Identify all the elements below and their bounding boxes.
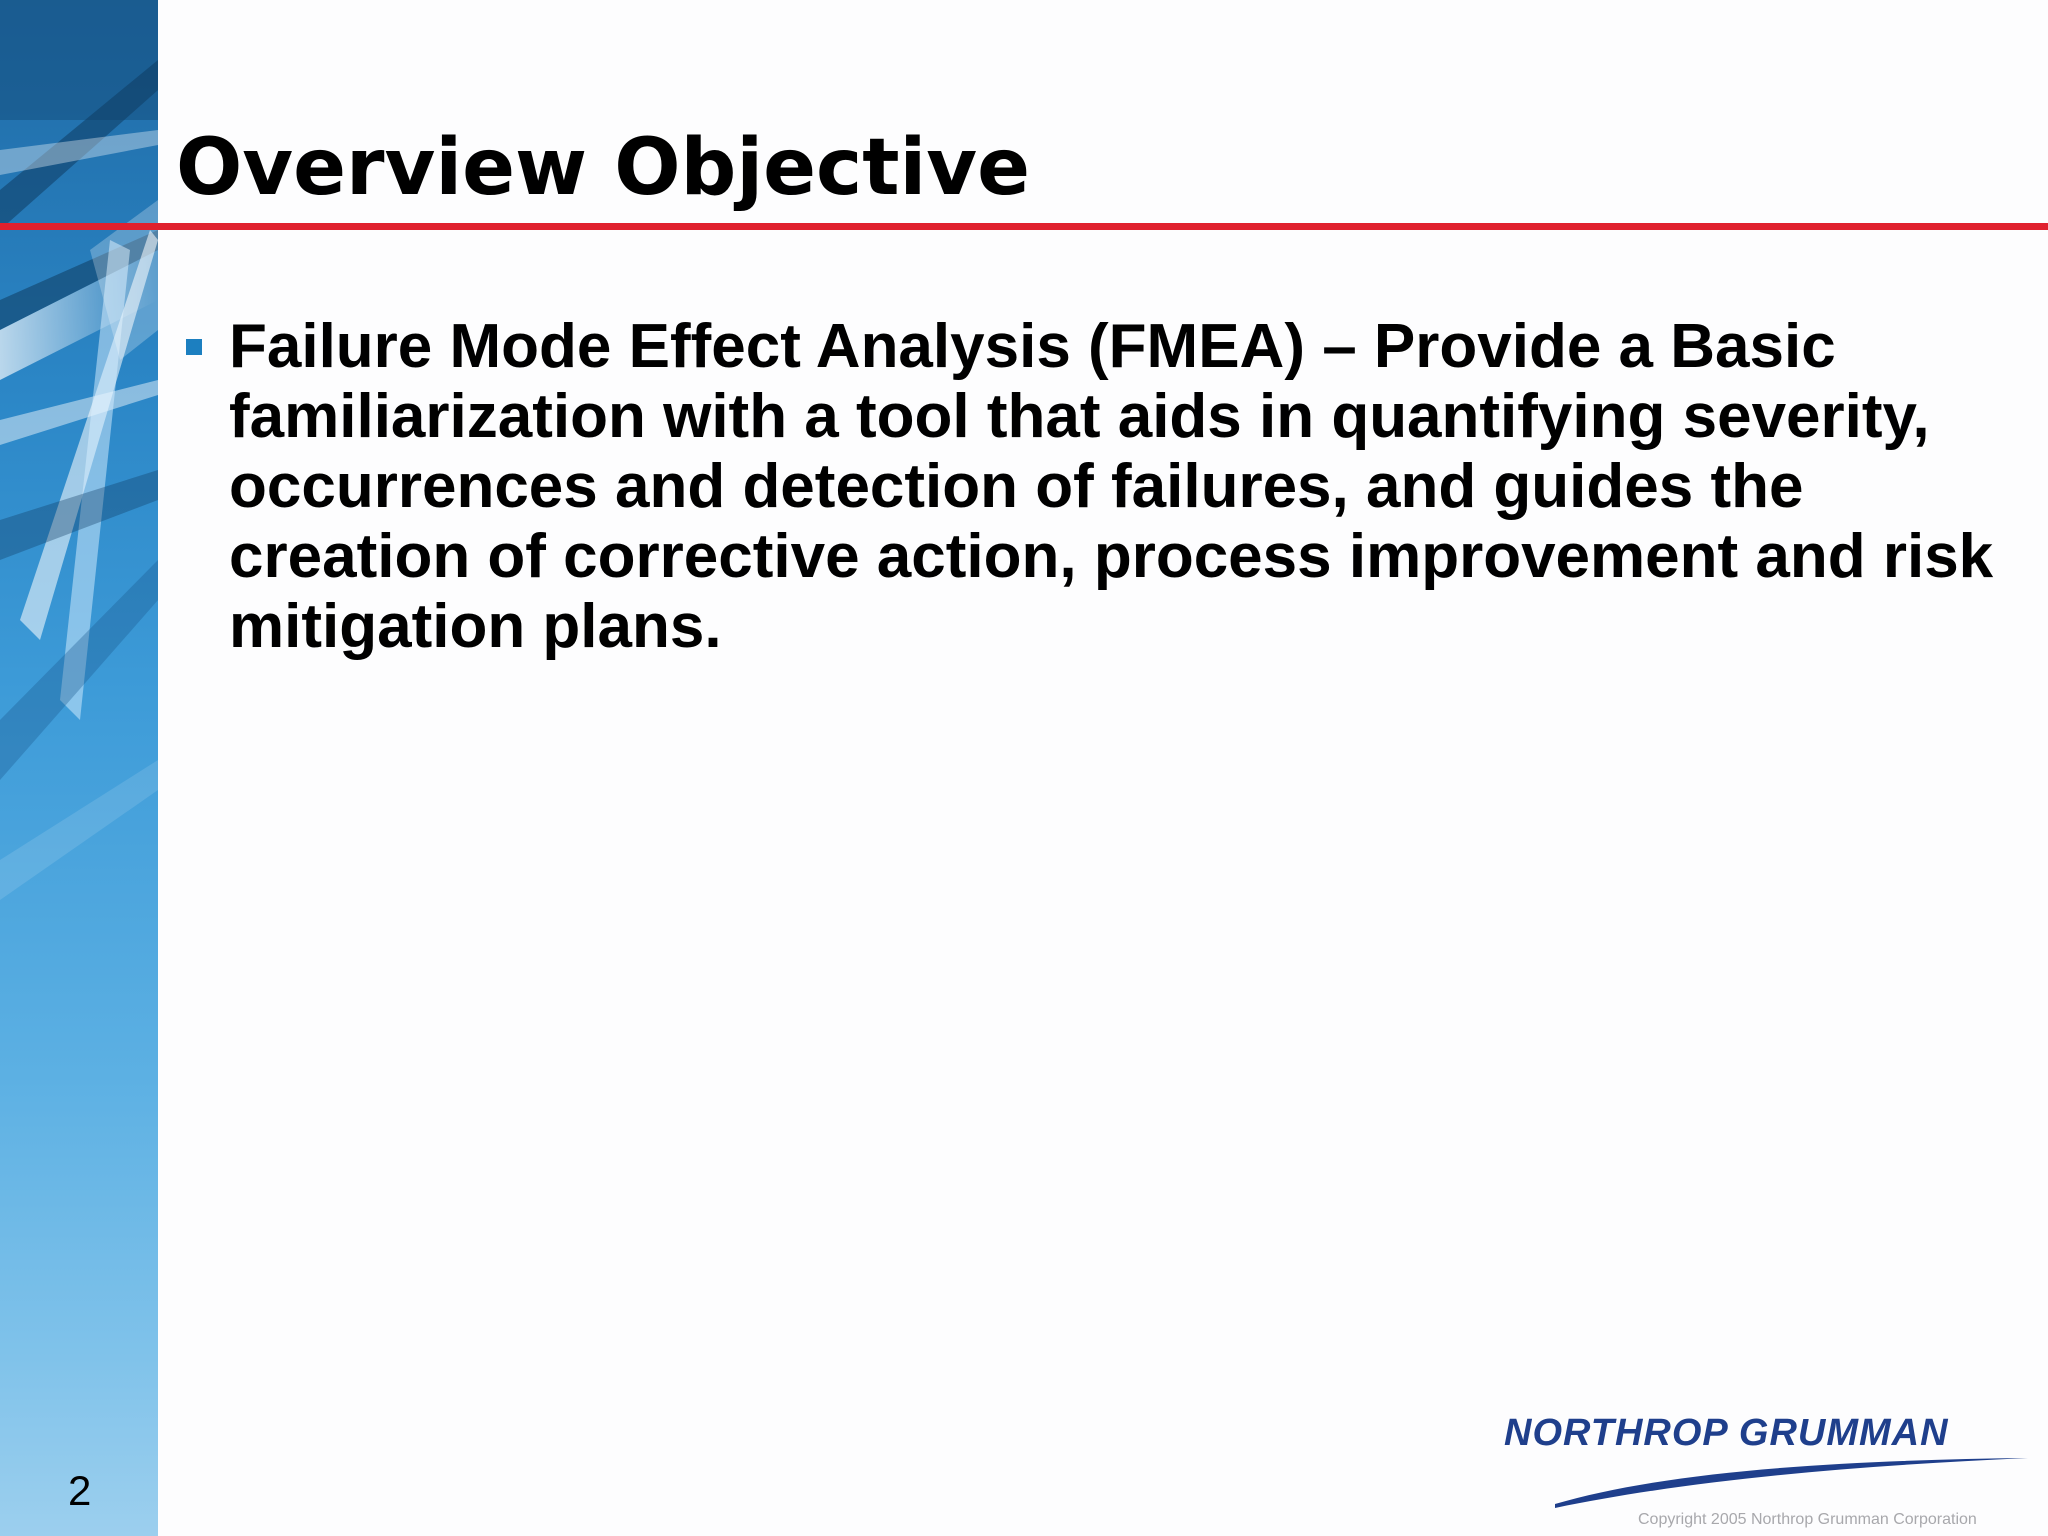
bullet-list [186,312,2016,662]
light-rays-graphic [0,0,158,1536]
bullet-item [186,312,2016,662]
decorative-side-band [0,0,158,1536]
logo-wordmark: NORTHROP GRUMMAN [1504,1412,1949,1454]
square-bullet-icon [186,339,202,355]
slide-title: Overview Objective [176,123,1031,213]
northrop-grumman-logo [1500,1408,2030,1514]
page-number: 2 [68,1467,92,1514]
copyright-notice: Copyright 2005 Northrop Grumman Corporation [1638,1511,1977,1528]
logo-swoosh-icon [1550,1450,2030,1510]
bullet-text: Failure Mode Effect Analysis (FMEA) – Provide a Basic familiarization with a tool that aids in quantifying severity, occurrences and detection of failures, and guides the creation of corrective action, process improvement and risk mitigation plans. [229,312,1994,661]
title-underline-rule [0,223,2048,230]
